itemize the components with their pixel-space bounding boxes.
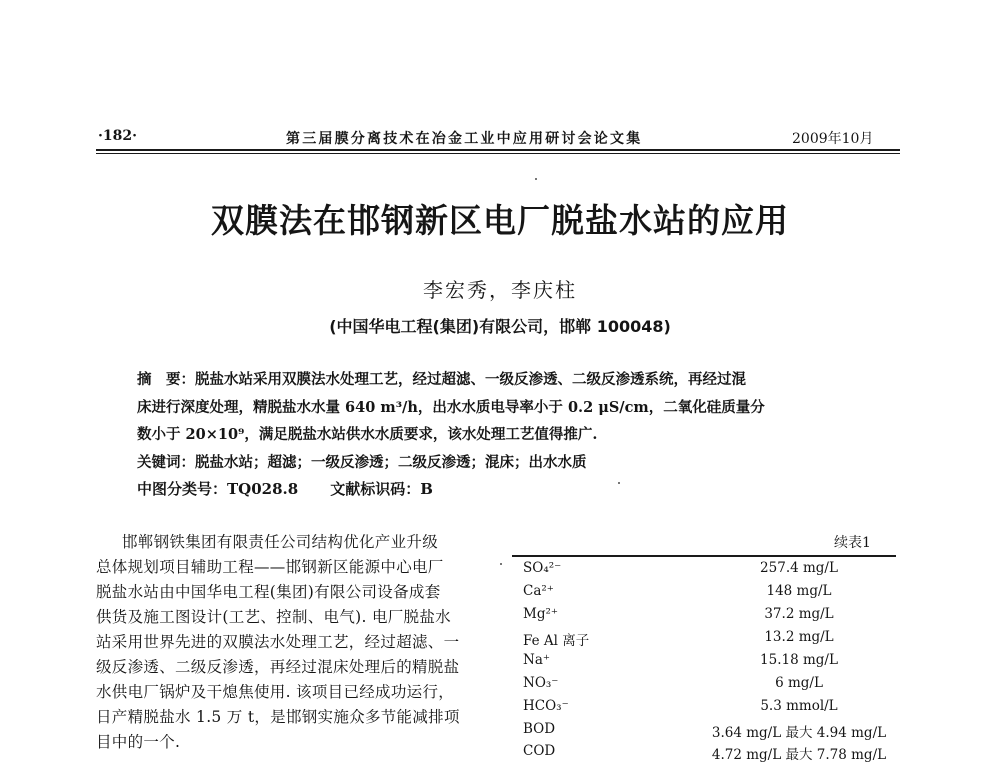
scan-speck <box>500 563 502 565</box>
header-rule <box>96 149 900 151</box>
body-line: 邯郸钢铁集团有限责任公司结构优化产业升级 <box>122 533 439 551</box>
abstract-line-2: 床进行深度处理，精脱盐水水量 640 m³/h，出水水质电导率小于 0.2 μS/cm，二氧化硅质量分 <box>137 399 765 416</box>
body-line: 水供电厂锅炉及干熄焦使用. 该项目已经成功运行， <box>96 683 455 701</box>
body-line: 站采用世界先进的双膜法水处理工艺，经过超滤、一 <box>96 633 460 651</box>
table-cell-value: 3.64 mg/L 最大 4.94 mg/L <box>711 725 887 741</box>
table-cell-value: 13.2 mg/L <box>764 629 834 645</box>
abstract-line-3: 数小于 20×10⁹，满足脱盐水站供水水质要求，该水处理工艺值得推广. <box>137 426 598 443</box>
table-cell-name: Ca²⁺ <box>523 583 554 599</box>
body-line: 供货及施工图设计(工艺、控制、电气). 电厂脱盐水 <box>96 608 451 626</box>
table-cell-name: SO₄²⁻ <box>523 560 562 576</box>
keywords <box>137 451 587 472</box>
classification-label: 中图分类号： <box>137 480 228 498</box>
scan-speck <box>535 178 537 180</box>
table-cell-value: 257.4 mg/L <box>760 560 838 576</box>
table-cell-name: COD <box>523 743 556 759</box>
body-line: 级反渗透、二级反渗透，再经过混床处理后的精脱盐 <box>96 658 460 676</box>
authors: 李宏秀，李庆柱 <box>423 278 577 302</box>
table-cell-value: 4.72 mg/L 最大 7.78 mg/L <box>711 747 887 763</box>
table-cell-value: 5.3 mmol/L <box>760 698 838 714</box>
scan-speck <box>618 482 620 484</box>
paper-title: 双膜法在邯钢新区电厂脱盐水站的应用 <box>211 201 789 240</box>
journal-title: 第三届膜分离技术在冶金工业中应用研讨会论文集 <box>286 131 643 147</box>
affiliation: (中国华电工程(集团)有限公司，邯郸 100048) <box>329 317 671 336</box>
table-cell-name: Mg²⁺ <box>523 606 559 622</box>
abstract-label: 摘 要： <box>137 372 195 388</box>
table-cell-value: 37.2 mg/L <box>764 606 834 622</box>
body-line: 日产精脱盐水 1.5 万 t，是邯钢实施众多节能减排项 <box>96 708 460 726</box>
body-line: 脱盐水站由中国华电工程(集团)有限公司设备成套 <box>96 583 441 601</box>
table-cell-name: HCO₃⁻ <box>523 698 569 714</box>
body-line: 总体规划项目辅助工程——邯钢新区能源中心电厂 <box>96 558 444 576</box>
abstract-line-1 <box>137 368 746 389</box>
table-cell-value: 148 mg/L <box>766 583 832 599</box>
abstract-text-1: 脱盐水站采用双膜法水处理工艺，经过超滤、一级反渗透、二级反渗透系统，再经过混 <box>195 371 746 388</box>
page-number: ·182· <box>98 128 137 144</box>
doc-code-label: 文献标识码： <box>330 480 421 498</box>
table-cell-value: 15.18 mg/L <box>760 652 838 668</box>
table-caption: 续表1 <box>834 535 871 551</box>
table-cell-name: Na⁺ <box>523 652 550 668</box>
publication-date: 2009年10月 <box>792 131 874 147</box>
table-cell-value: 6 mg/L <box>775 675 823 691</box>
table-cell-name: Fe Al 离子 <box>523 633 590 649</box>
table-top-rule <box>512 555 896 557</box>
keywords-text: 脱盐水站；超滤；一级反渗透；二级反渗透；混床；出水水质 <box>195 454 587 471</box>
classification-code: TQ028.8 <box>227 480 299 498</box>
body-line: 目中的一个. <box>96 733 181 751</box>
table-cell-name: NO₃⁻ <box>523 675 559 691</box>
keywords-label: 关键词： <box>137 455 195 471</box>
classification <box>137 478 433 499</box>
table-cell-name: BOD <box>523 721 556 737</box>
header-rule-thin <box>96 153 900 154</box>
doc-code: B <box>420 480 433 498</box>
